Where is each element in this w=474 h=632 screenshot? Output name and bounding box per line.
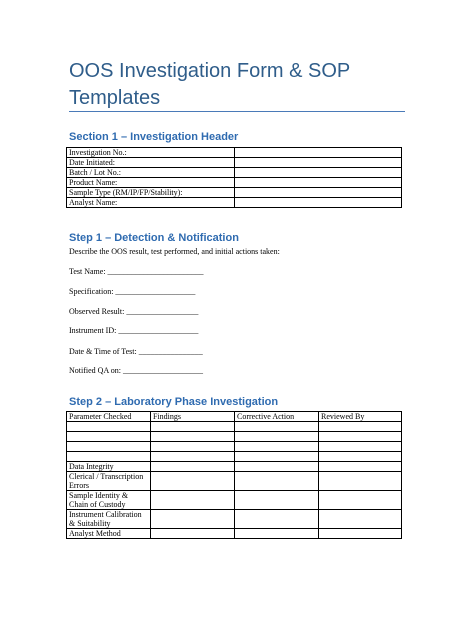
step2-heading: Step 2 – Laboratory Phase Investigation bbox=[69, 396, 279, 408]
lab-entry-cell[interactable] bbox=[235, 510, 319, 529]
lab-column-header: Reviewed By bbox=[319, 412, 402, 422]
header-field-value[interactable] bbox=[235, 178, 402, 188]
header-field-value[interactable] bbox=[235, 168, 402, 178]
parameter-cell bbox=[67, 422, 151, 432]
header-field-label: Investigation No.: bbox=[67, 148, 235, 158]
step1-field[interactable]: Observed Result: __________________ bbox=[69, 307, 199, 316]
parameter-cell: Analyst Method bbox=[67, 529, 151, 539]
lab-entry-cell[interactable] bbox=[151, 529, 235, 539]
lab-table-row bbox=[67, 452, 402, 462]
lab-entry-cell[interactable] bbox=[319, 491, 402, 510]
parameter-cell: Data Integrity bbox=[67, 462, 151, 472]
lab-entry-cell[interactable] bbox=[319, 442, 402, 452]
step1-intro: Describe the OOS result, test performed, and initial actions taken: bbox=[69, 247, 280, 256]
header-row bbox=[67, 178, 402, 188]
lab-table-row bbox=[67, 432, 402, 442]
lab-column-header: Parameter Checked bbox=[67, 412, 151, 422]
parameter-cell bbox=[67, 442, 151, 452]
lab-table-row bbox=[67, 472, 402, 491]
parameter-cell bbox=[67, 432, 151, 442]
header-field-label: Sample Type (RM/IP/FP/Stability): bbox=[67, 188, 235, 198]
lab-entry-cell[interactable] bbox=[151, 462, 235, 472]
lab-entry-cell[interactable] bbox=[235, 452, 319, 462]
lab-table-header-row bbox=[67, 412, 402, 422]
title-divider bbox=[69, 111, 405, 112]
header-row bbox=[67, 188, 402, 198]
parameter-cell: Instrument Calibration & Suitability bbox=[67, 510, 151, 529]
step1-field[interactable]: Instrument ID: ____________________ bbox=[69, 326, 199, 335]
lab-entry-cell[interactable] bbox=[319, 472, 402, 491]
header-field-value[interactable] bbox=[235, 188, 402, 198]
lab-entry-cell[interactable] bbox=[151, 510, 235, 529]
step1-field[interactable]: Test Name: ________________________ bbox=[69, 267, 204, 276]
header-field-label: Product Name: bbox=[67, 178, 235, 188]
lab-investigation-table bbox=[66, 411, 402, 539]
header-row bbox=[67, 198, 402, 208]
lab-entry-cell[interactable] bbox=[235, 422, 319, 432]
lab-column-header: Findings bbox=[151, 412, 235, 422]
header-row bbox=[67, 158, 402, 168]
step1-field[interactable]: Date & Time of Test: ________________ bbox=[69, 347, 203, 356]
document-title: OOS Investigation Form & SOP Templates bbox=[69, 60, 350, 109]
step1-heading: Step 1 – Detection & Notification bbox=[69, 232, 239, 244]
header-field-label: Analyst Name: bbox=[67, 198, 235, 208]
section1-heading: Section 1 – Investigation Header bbox=[69, 131, 239, 143]
header-field-label: Date Initiated: bbox=[67, 158, 235, 168]
header-field-label: Batch / Lot No.: bbox=[67, 168, 235, 178]
lab-entry-cell[interactable] bbox=[151, 491, 235, 510]
lab-entry-cell[interactable] bbox=[235, 442, 319, 452]
lab-table-row bbox=[67, 422, 402, 432]
lab-entry-cell[interactable] bbox=[319, 510, 402, 529]
lab-entry-cell[interactable] bbox=[319, 422, 402, 432]
step1-field[interactable]: Specification: ____________________ bbox=[69, 287, 196, 296]
lab-entry-cell[interactable] bbox=[235, 472, 319, 491]
parameter-cell: Sample Identity & Chain of Custody bbox=[67, 491, 151, 510]
lab-entry-cell[interactable] bbox=[319, 462, 402, 472]
header-row bbox=[67, 168, 402, 178]
lab-entry-cell[interactable] bbox=[151, 422, 235, 432]
lab-entry-cell[interactable] bbox=[235, 491, 319, 510]
lab-entry-cell[interactable] bbox=[319, 432, 402, 442]
lab-table-row bbox=[67, 529, 402, 539]
lab-table-row bbox=[67, 442, 402, 452]
lab-entry-cell[interactable] bbox=[151, 472, 235, 491]
lab-entry-cell[interactable] bbox=[151, 432, 235, 442]
parameter-cell bbox=[67, 452, 151, 462]
lab-table-row bbox=[67, 491, 402, 510]
header-field-value[interactable] bbox=[235, 148, 402, 158]
header-row bbox=[67, 148, 402, 158]
lab-table-row bbox=[67, 462, 402, 472]
lab-entry-cell[interactable] bbox=[235, 462, 319, 472]
lab-entry-cell[interactable] bbox=[235, 432, 319, 442]
parameter-cell: Clerical / Transcription Errors bbox=[67, 472, 151, 491]
lab-column-header: Corrective Action bbox=[235, 412, 319, 422]
lab-entry-cell[interactable] bbox=[151, 452, 235, 462]
header-field-value[interactable] bbox=[235, 198, 402, 208]
lab-table-row bbox=[67, 510, 402, 529]
step1-field[interactable]: Notified QA on: ____________________ bbox=[69, 366, 203, 375]
header-field-value[interactable] bbox=[235, 158, 402, 168]
lab-entry-cell[interactable] bbox=[319, 529, 402, 539]
lab-entry-cell[interactable] bbox=[235, 529, 319, 539]
lab-entry-cell[interactable] bbox=[319, 452, 402, 462]
lab-entry-cell[interactable] bbox=[151, 442, 235, 452]
investigation-header-table bbox=[66, 147, 402, 208]
